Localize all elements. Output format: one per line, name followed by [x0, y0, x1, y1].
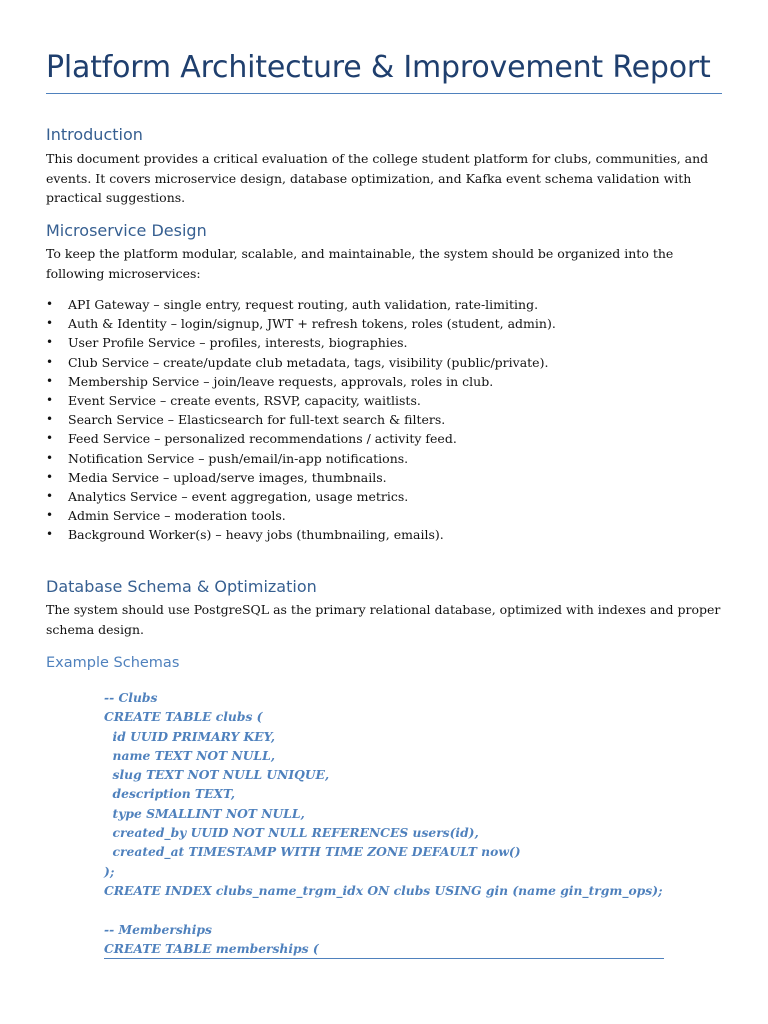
heading-microservice-design: Microservice Design: [46, 221, 207, 240]
list-item-text: Club Service – create/update club metadata, tags, visibility (public/private).: [68, 354, 549, 370]
bullet-icon: •: [46, 469, 54, 484]
list-item: [46, 295, 722, 314]
list-item: [46, 391, 722, 410]
list-item-text: API Gateway – single entry, request routing, auth validation, rate-limiting.: [68, 297, 539, 312]
list-item-text: Search Service – Elasticsearch for full-text search & filters.: [68, 412, 446, 428]
code-line: description TEXT,: [104, 786, 236, 802]
code-line: type SMALLINT NOT NULL,: [104, 805, 305, 821]
bullet-icon: •: [46, 297, 54, 311]
code-line: -- Memberships: [104, 921, 212, 937]
bullet-icon: •: [46, 392, 54, 407]
code-block-divider: [104, 958, 664, 959]
bullet-icon: •: [46, 316, 54, 331]
list-item-text: User Profile Service – profiles, interests, biographies.: [68, 335, 408, 351]
code-block: [104, 688, 664, 958]
database-intro-paragraph: The system should use PostgreSQL as the primary relational database, optimized with indexes and proper schema design.: [46, 602, 721, 637]
list-item-text: Admin Service – moderation tools.: [68, 508, 286, 524]
code-line: );: [104, 863, 115, 879]
document-title: Platform Architecture & Improvement Report: [46, 50, 711, 85]
subheading-example-schemas: Example Schemas: [46, 655, 180, 671]
list-item: [46, 429, 722, 448]
heading-database-schema: Database Schema & Optimization: [46, 577, 317, 596]
list-item: [46, 449, 722, 468]
list-item: [46, 468, 722, 487]
list-item-text: Analytics Service – event aggregation, usage metrics.: [68, 488, 409, 504]
list-item: [46, 372, 722, 391]
bullet-icon: •: [46, 431, 54, 446]
list-item: [46, 353, 722, 372]
code-line: name TEXT NOT NULL,: [104, 747, 276, 763]
list-item: [46, 487, 722, 506]
code-line: created_by UUID NOT NULL REFERENCES users(id),: [104, 825, 479, 841]
list-item-text: Feed Service – personalized recommendations / activity feed.: [68, 431, 457, 447]
code-line: created_at TIMESTAMP WITH TIME ZONE DEFAULT now(): [104, 844, 521, 860]
list-item: [46, 506, 722, 525]
code-line: CREATE TABLE clubs (: [104, 709, 263, 725]
list-item: [46, 410, 722, 429]
heading-introduction: Introduction: [46, 125, 143, 144]
list-item-text: Notification Service – push/email/in-app notifications.: [68, 450, 409, 466]
bullet-icon: •: [46, 527, 54, 542]
title-divider: [46, 93, 722, 94]
bullet-icon: •: [46, 450, 54, 465]
list-item: [46, 314, 722, 333]
bullet-icon: •: [46, 335, 54, 350]
code-line: id UUID PRIMARY KEY,: [104, 728, 276, 744]
list-item-text: Media Service – upload/serve images, thumbnails.: [68, 469, 387, 485]
list-item-text: Event Service – create events, RSVP, capacity, waitlists.: [68, 392, 421, 408]
code-line: [104, 900, 664, 919]
bullet-icon: •: [46, 373, 54, 388]
code-line: CREATE TABLE memberships (: [104, 940, 319, 956]
list-item: [46, 525, 722, 544]
bullet-icon: •: [46, 354, 54, 369]
microservice-list: [46, 295, 722, 544]
code-line: -- Clubs: [104, 690, 158, 705]
bullet-icon: •: [46, 488, 54, 503]
list-item: [46, 333, 722, 352]
bullet-icon: •: [46, 508, 54, 523]
code-line: slug TEXT NOT NULL UNIQUE,: [104, 767, 330, 783]
introduction-paragraph: This document provides a critical evaluation of the college student platform for clubs, communities, and events. It covers microservice design, database optimization, and Kafka event schema validation with practical suggestions.: [46, 151, 709, 205]
list-item-text: Auth & Identity – login/signup, JWT + refresh tokens, roles (student, admin).: [68, 316, 556, 332]
list-item-text: Membership Service – join/leave requests, approvals, roles in club.: [68, 373, 494, 389]
code-line: CREATE INDEX clubs_name_trgm_idx ON clubs USING gin (name gin_trgm_ops);: [104, 882, 663, 898]
bullet-icon: •: [46, 412, 54, 427]
list-item-text: Background Worker(s) – heavy jobs (thumbnailing, emails).: [68, 527, 444, 543]
microservice-intro-paragraph: To keep the platform modular, scalable, and maintainable, the system should be organized into the following microservices:: [46, 246, 674, 281]
